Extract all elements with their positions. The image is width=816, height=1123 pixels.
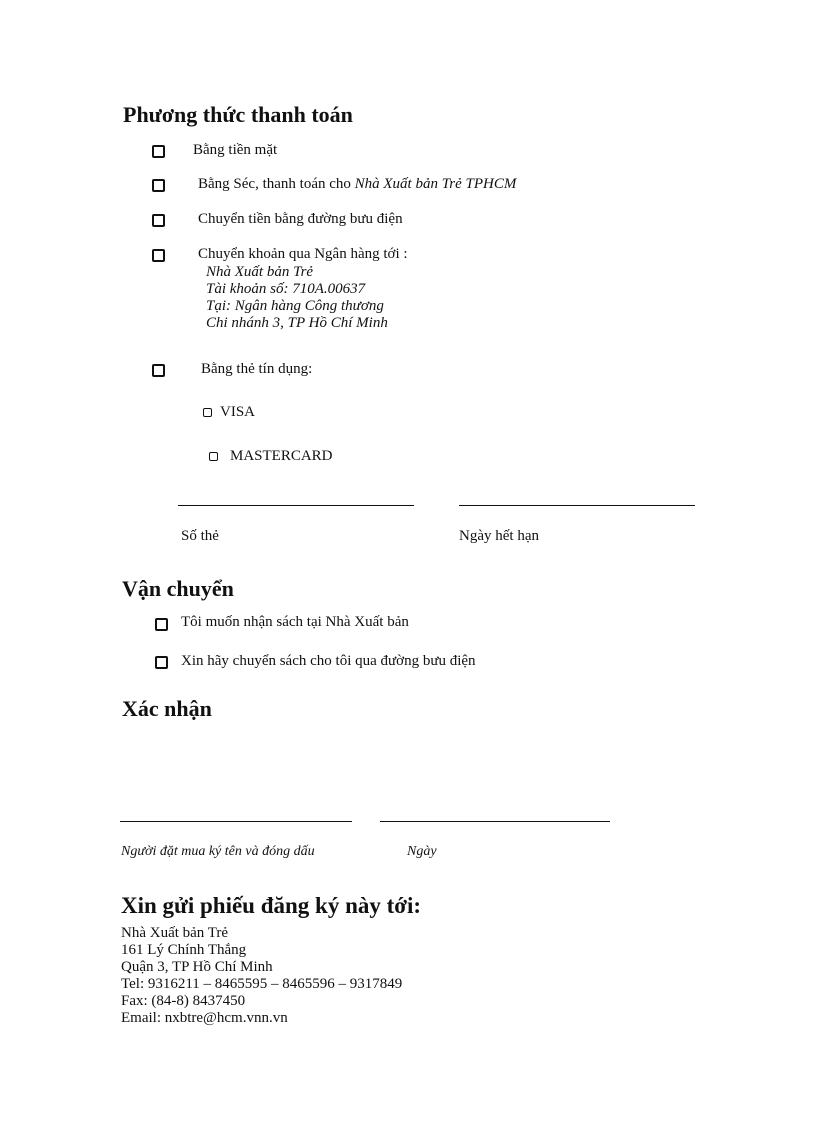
post-delivery-checkbox[interactable]: [155, 656, 168, 669]
cash-checkbox[interactable]: [152, 145, 165, 158]
cheque-checkbox[interactable]: [152, 179, 165, 192]
mastercard-checkbox[interactable]: [209, 452, 218, 461]
bank-transfer-label: Chuyển khoản qua Ngân hàng tới :: [198, 246, 408, 262]
date-label: Ngày: [407, 844, 437, 859]
cash-label: Bằng tiền mặt: [193, 142, 278, 158]
date-line[interactable]: [380, 821, 610, 822]
card-number-label: Số thẻ: [181, 528, 219, 544]
expiry-line[interactable]: [459, 505, 695, 506]
payment-heading: Phương thức thanh toán: [123, 102, 353, 127]
bank-line: Tài khoản số: 710A.00637: [206, 281, 366, 297]
cheque-label: Bằng Séc, thanh toán cho Nhà Xuất bản Trẻ TPHCM: [198, 176, 517, 192]
fax: Fax: (84-8) 8437450: [121, 993, 246, 1009]
signature-label: Người đặt mua ký tên và đóng dấu: [121, 844, 315, 859]
postal-transfer-checkbox[interactable]: [152, 214, 165, 227]
send-to-address: [121, 925, 402, 1027]
email: Email: nxbtre@hcm.vnn.vn: [121, 1010, 288, 1026]
bank-line: Nhà Xuất bản Trẻ: [206, 264, 314, 280]
pickup-label: Tôi muốn nhận sách tại Nhà Xuất bản: [181, 614, 409, 630]
district-city: Quận 3, TP Hồ Chí Minh: [121, 959, 273, 975]
publisher-name: Nhà Xuất bản Trẻ: [121, 925, 229, 941]
bank-line: Chi nhánh 3, TP Hồ Chí Minh: [206, 315, 388, 331]
mastercard-label: MASTERCARD: [230, 448, 333, 464]
bank-details: [206, 264, 388, 332]
street-address: 161 Lý Chính Thắng: [121, 942, 247, 958]
signature-line[interactable]: [120, 821, 352, 822]
expiry-label: Ngày hết hạn: [459, 528, 539, 544]
telephone: Tel: 9316211 – 8465595 – 8465596 – 9317849: [121, 976, 403, 992]
card-number-line[interactable]: [178, 505, 414, 506]
pickup-checkbox[interactable]: [155, 618, 168, 631]
send-to-heading: Xin gửi phiếu đăng ký này tới:: [121, 893, 422, 918]
visa-label: VISA: [220, 404, 256, 420]
postal-transfer-label: Chuyển tiền bằng đường bưu điện: [198, 211, 403, 227]
confirm-heading: Xác nhận: [122, 696, 212, 721]
bank-transfer-checkbox[interactable]: [152, 249, 165, 262]
credit-card-checkbox[interactable]: [152, 364, 165, 377]
shipping-heading: Vận chuyển: [122, 576, 234, 601]
visa-checkbox[interactable]: [203, 408, 212, 417]
bank-line: Tại: Ngân hàng Công thương: [206, 298, 384, 314]
post-delivery-label: Xin hãy chuyển sách cho tôi qua đường bưu điện: [181, 653, 476, 669]
credit-card-label: Bằng thẻ tín dụng:: [201, 361, 313, 377]
cheque-payee: Nhà Xuất bản Trẻ TPHCM: [354, 176, 517, 192]
